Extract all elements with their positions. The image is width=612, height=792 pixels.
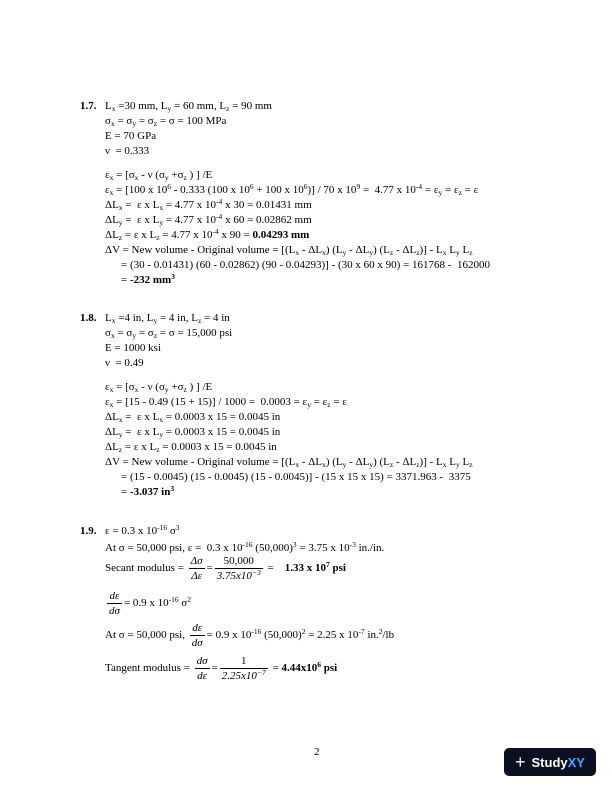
given-stress: $\sigma_x = \sigma_y = \sigma_z = \sigma = 100$ MPa	[105, 115, 227, 128]
strain-calculation: $\varepsilon_x = [15 - 0.49$ $(15 + 15)] / 1000 = 0.0003 = \varepsilon_y = \varepsilon_z = \varepsilon$	[105, 396, 347, 409]
secant-result: 1.33 x 10	[284, 562, 326, 575]
brand-name-b: XY	[567, 754, 585, 770]
page-number: 2	[314, 746, 320, 758]
volume-change-calculation: = (30 - 0.01431) (60 - 0.02862) (90 - 0.04293)] - (30 x 60 x 90) = 161768 - 162000	[121, 259, 490, 271]
studyxy-badge[interactable]	[504, 748, 596, 776]
delta-ly: $\Delta L_y = \varepsilon$ x $L_y = 4.77$ x $10^{-4}$ x 60 = 0.02862 mm	[105, 212, 312, 227]
tangent-numerator: 1	[220, 655, 268, 669]
delta-lz: $\Delta L_z = \varepsilon$ x $L_z = 4.77$ x $10^{-4}$ x 90 = 0.04293 mm	[105, 227, 310, 242]
strain-equation: $\varepsilon_x = [\sigma_x - \nu$ ($\sigma_y +\sigma_z$ ) ] /E	[105, 381, 213, 394]
problem-number: 1.9.	[80, 525, 97, 537]
tangent-modulus: Tangent modulus = $\frac{d\sigma}{d\varepsilon}$ = $\frac{1}{2.25x10^{-7}}$ = $4.44x10^6$ psi	[105, 655, 338, 683]
problem-number: 1.7.	[80, 100, 97, 112]
volume-change-equation: ΔV = New volume - Original volume = [$(L_x - \Delta L_x)$ $(L_y - \Delta L_y)$ $(L_z - \Delta L_z)] - L_x$ $L_y$ $L_z$	[105, 244, 473, 257]
strain-equation: $\varepsilon_x = [\sigma_x - \nu$ ($\sigma_y +\sigma_z$ ) ] /E	[105, 169, 213, 182]
volume-change-calculation: = (15 - 0.0045) (15 - 0.0045) (15 - 0.0045)] - (15 x 15 x 15) = 3371.963 - 3375	[121, 471, 471, 483]
volume-change-equation: ΔV = New volume - Original volume = [$(L_x - \Delta L_x)$ $(L_y - \Delta L_y)$ $(L_z - \Delta L_z)] - L_x$ $L_y$ $L_z$	[105, 456, 473, 469]
given-dimensions: $L_x =30$ mm, $L_y = 60$ mm, $L_z = 90$ mm	[105, 100, 272, 113]
given-poisson: ν = 0.333	[105, 145, 150, 157]
volume-change-result: = -3.037 $in^3$	[121, 484, 175, 498]
secant-numerator: 50,000	[215, 555, 263, 569]
derivative-expression: $\frac{d\varepsilon}{d\sigma}$ = 0.9 x $10^{-16}$ $\sigma^2$	[109, 590, 192, 618]
given-poisson: ν = 0.49	[105, 357, 144, 369]
strain-at-stress: At σ = 50,000 psi, ε = 0.3 x $10^{-16}$ $(50,000)^3 = 3.75$ x $10^{-3}$ in./in.	[105, 540, 385, 554]
delta-lz: $\Delta L_z = \varepsilon$ x $L_z = 0.0003$ x 15 = 0.0045 in	[105, 441, 277, 454]
given-modulus: E = 70 GPa	[105, 130, 157, 142]
brand-name-a: Study	[531, 754, 568, 770]
delta-lx: $\Delta L_x = \varepsilon$ x $L_x = 0.0003$ x 15 = 0.0045 in	[105, 411, 281, 424]
given-dimensions: $L_x =4$ in, $L_y = 4$ in, $L_z = 4$ in	[105, 312, 230, 325]
given-modulus: E = 1000 ksi	[105, 342, 162, 354]
secant-modulus: Secant modulus = $\frac{\Delta\sigma}{\Delta\varepsilon}$ = $\frac{50,000}{3.75x10^{-3}}$ = 1.33 x $10^7$ psi	[105, 555, 346, 583]
volume-change-result: = -232 $mm^3$	[121, 272, 175, 286]
problem-number: 1.8.	[80, 312, 97, 324]
delta-ly: $\Delta L_y = \varepsilon$ x $L_y = 0.0003$ x 15 = 0.0045 in	[105, 426, 281, 439]
plus-icon: +	[515, 752, 526, 772]
derivative-at-stress: At σ = 50,000 psi, $\frac{d\varepsilon}{d\sigma}$ = 0.9 x $10^{-16}$ $(50,000)^2 = 2.25$ x $10^{-7}$ in.$^2$/lb	[105, 622, 395, 650]
strain-calculation: $\varepsilon_x = [100$ x $10^6 - 0.333$ (100 x $10^6 + 100$ x $10^6)] / 70$ x $10^9 = 4.77$ x $10^{-4} = \varepsilon_y = \varepsilon_z = \varepsilon$	[105, 182, 479, 197]
given-stress: $\sigma_x = \sigma_y = \sigma_z = \sigma = 15,000$ psi	[105, 327, 233, 340]
delta-lx: $\Delta L_x = \varepsilon$ x $L_x = 4.77$ x $10^{-4}$ x 30 = 0.01431 mm	[105, 197, 312, 212]
strain-stress-relation: ε = 0.3 x $10^{-16}$ $\sigma^3$	[105, 523, 180, 537]
tangent-result: 4.44x10	[281, 662, 318, 675]
